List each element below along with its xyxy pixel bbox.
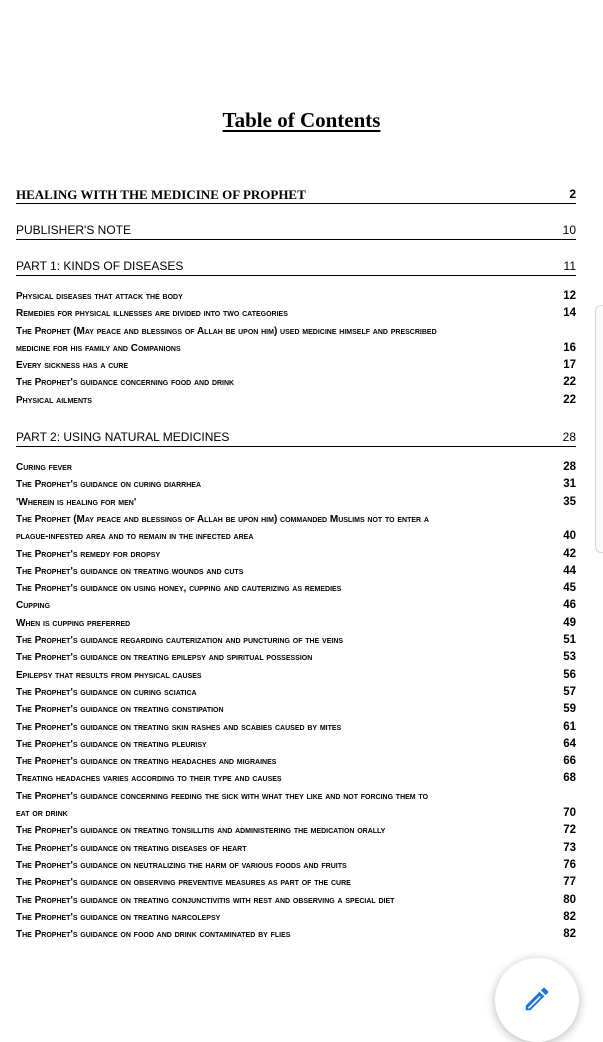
toc-entry[interactable] bbox=[16, 892, 576, 909]
toc-entry[interactable] bbox=[16, 323, 576, 340]
toc-entry-label: The Prophet's remedy for dropsy bbox=[16, 548, 161, 560]
toc-entry-page: 40 bbox=[563, 530, 576, 543]
toc-entry[interactable] bbox=[16, 684, 576, 701]
toc-entry-page: 42 bbox=[563, 547, 576, 560]
toc-section-heading[interactable] bbox=[16, 186, 576, 204]
toc-entry[interactable] bbox=[16, 494, 576, 511]
toc-section-heading[interactable] bbox=[16, 429, 576, 447]
toc-entry-page: 49 bbox=[563, 616, 576, 629]
toc-entry[interactable] bbox=[16, 580, 576, 597]
toc-entry[interactable] bbox=[16, 459, 576, 476]
toc-entry[interactable] bbox=[16, 788, 576, 805]
toc-entry[interactable] bbox=[16, 357, 576, 374]
toc-entry-page: 12 bbox=[563, 290, 576, 302]
toc-entry-label: Epilepsy that results from physical causes bbox=[16, 669, 202, 681]
toc-entry[interactable] bbox=[16, 528, 576, 545]
toc-entry-page: 56 bbox=[563, 668, 576, 681]
toc-entry-label: The Prophet's guidance on treating diseases of heart bbox=[16, 842, 247, 854]
toc-entry[interactable] bbox=[16, 305, 576, 322]
toc-entry[interactable] bbox=[16, 340, 576, 357]
toc-entry-label: The Prophet's guidance on using honey, cupping and cauterizing as remedies bbox=[16, 583, 342, 595]
toc-entry[interactable] bbox=[16, 392, 576, 409]
toc-entry-label: Curing fever bbox=[16, 462, 72, 474]
toc-entry-page: 64 bbox=[563, 737, 576, 750]
toc-entry-page: 70 bbox=[563, 807, 576, 820]
toc-entry[interactable] bbox=[16, 374, 576, 391]
toc-entry[interactable] bbox=[16, 667, 576, 684]
toc-entry[interactable] bbox=[16, 476, 576, 493]
toc-entry-label: The Prophet's guidance on curing sciatica bbox=[16, 686, 197, 698]
part2-entries bbox=[16, 459, 576, 943]
toc-entry-label: The Prophet's guidance on treating constipation bbox=[16, 704, 224, 716]
toc-entry-page: 59 bbox=[563, 703, 576, 716]
toc-entry-label: Physical diseases that attack the body bbox=[16, 291, 183, 302]
toc-entry-label: The Prophet's guidance on neutralizing the harm of various foods and fruits bbox=[16, 859, 347, 871]
scrollbar[interactable] bbox=[595, 305, 603, 553]
toc-entry-page: 46 bbox=[563, 599, 576, 612]
toc-entry-page: 68 bbox=[563, 772, 576, 785]
toc-entry-label: Cupping bbox=[16, 600, 51, 612]
toc-entry-label: Physical ailments bbox=[16, 394, 92, 406]
toc-entry-page: 66 bbox=[563, 755, 576, 768]
toc-section-heading[interactable] bbox=[16, 258, 576, 276]
toc-section-label: HEALING WITH THE MEDICINE OF PROPHET bbox=[16, 187, 306, 202]
toc-entry-page: 17 bbox=[563, 359, 576, 372]
toc-entry-label: The Prophet's guidance regarding cauterization and puncturing of the veins bbox=[16, 635, 344, 647]
toc-entry-label: The Prophet's guidance on treating conjunctivitis with rest and observing a special diet bbox=[16, 894, 395, 906]
toc-entry-page: 73 bbox=[563, 841, 576, 854]
toc-entry[interactable] bbox=[16, 926, 576, 943]
toc-entry[interactable] bbox=[16, 511, 576, 528]
toc-entry[interactable] bbox=[16, 563, 576, 580]
toc-entry-label: The Prophet (May peace and blessings of Allah be upon him) commanded Muslims not to enter a bbox=[16, 513, 429, 525]
toc-entry-page: 82 bbox=[563, 928, 576, 941]
pencil-icon bbox=[522, 984, 552, 1014]
toc-entry[interactable] bbox=[16, 840, 576, 857]
toc-entry[interactable] bbox=[16, 822, 576, 839]
toc-entry-page: 72 bbox=[563, 824, 576, 837]
toc-section-label: PART 1: KINDS OF DISEASES bbox=[16, 259, 184, 273]
toc-entry-page: 57 bbox=[563, 685, 576, 698]
toc-entry-page: 44 bbox=[563, 564, 576, 577]
toc-entry[interactable] bbox=[16, 874, 576, 891]
toc-section-label: PART 2: USING NATURAL MEDICINES bbox=[16, 430, 230, 445]
toc-entry[interactable] bbox=[16, 615, 576, 632]
toc-entry[interactable] bbox=[16, 736, 576, 753]
toc-entry-label: The Prophet's guidance on treating wounds and cuts bbox=[16, 565, 244, 577]
toc-section-page: 10 bbox=[562, 223, 576, 237]
toc-entry-label: The Prophet's guidance on treating headaches and migraines bbox=[16, 756, 277, 768]
toc-entry-page: 76 bbox=[563, 858, 576, 871]
toc-entry-page: 22 bbox=[563, 393, 576, 406]
toc-entry-page: 16 bbox=[563, 341, 576, 354]
toc-entry-label: The Prophet (May peace and blessings of Allah be upon him) used medicine himself and prescribed bbox=[16, 325, 437, 337]
toc-entry[interactable] bbox=[16, 770, 576, 787]
toc-entry[interactable] bbox=[16, 288, 576, 305]
toc-entry-label: Remedies for physical illnesses are divided into two categories bbox=[16, 308, 288, 320]
toc-entry-page: 28 bbox=[563, 461, 576, 474]
toc-entry-page: 31 bbox=[563, 478, 576, 491]
toc-entry-page: 45 bbox=[563, 582, 576, 595]
toc-entry-label: The Prophet's guidance on treating tonsillitis and administering the medication orally bbox=[16, 825, 386, 837]
toc-entry-label: medicine for his family and Companions bbox=[16, 342, 181, 354]
toc-entry-label: The Prophet's guidance on treating epilepsy and spiritual possession bbox=[16, 652, 313, 664]
toc-section-label: PUBLISHER'S NOTE bbox=[16, 223, 131, 237]
toc-entry[interactable] bbox=[16, 632, 576, 649]
toc-section-heading[interactable] bbox=[16, 222, 576, 240]
toc-entry-label: The Prophet's guidance on observing preventive measures as part of the cure bbox=[16, 877, 351, 889]
toc-entry[interactable] bbox=[16, 719, 576, 736]
edit-button[interactable] bbox=[495, 958, 579, 1042]
toc-entry-label: The Prophet's guidance on curing diarrhea bbox=[16, 479, 201, 491]
toc-entry-label: The Prophet's guidance on treating narcolepsy bbox=[16, 911, 221, 923]
toc-section-page: 2 bbox=[569, 187, 576, 201]
toc-entry[interactable] bbox=[16, 649, 576, 666]
toc-entry-label: The Prophet's guidance on treating pleurisy bbox=[16, 738, 207, 750]
toc-entry-label: Treating headaches varies according to their type and causes bbox=[16, 773, 282, 785]
toc-entry[interactable] bbox=[16, 597, 576, 614]
toc-entry-label: 'Wherein is healing for men' bbox=[16, 496, 137, 508]
part1-entries bbox=[16, 288, 576, 409]
toc-entry-page: 14 bbox=[563, 307, 576, 320]
toc-entry-label: plague-infested area and to remain in the infected area bbox=[16, 531, 254, 543]
toc-entry-page: 53 bbox=[563, 651, 576, 664]
toc-entry[interactable] bbox=[16, 753, 576, 770]
toc-entry[interactable] bbox=[16, 546, 576, 563]
toc-entry-label: The Prophet's guidance concerning feeding the sick with what they like and not forcing them to bbox=[16, 790, 429, 802]
page-title: Table of Contents bbox=[222, 108, 381, 132]
toc-entry-page: 61 bbox=[563, 720, 576, 733]
toc-entry[interactable] bbox=[16, 805, 576, 822]
toc-entry-label: The Prophet's guidance on food and drink contaminated by flies bbox=[16, 929, 291, 941]
toc-section-page: 11 bbox=[563, 259, 576, 273]
toc-entry-label: The Prophet's guidance concerning food and drink bbox=[16, 377, 235, 389]
toc-entry-label: The Prophet's guidance on treating skin rashes and scabies caused by mites bbox=[16, 721, 342, 733]
toc-entry[interactable] bbox=[16, 701, 576, 718]
toc-entry-page: 51 bbox=[563, 634, 576, 647]
toc-entry-page: 22 bbox=[563, 376, 576, 389]
toc-entry-label: When is cupping preferred bbox=[16, 617, 131, 629]
toc-entry-page: 77 bbox=[563, 876, 576, 889]
toc-section-page: 28 bbox=[562, 430, 576, 445]
toc-entry[interactable] bbox=[16, 857, 576, 874]
toc-entry-page: 82 bbox=[563, 910, 576, 923]
toc-entry-page: 35 bbox=[563, 495, 576, 508]
toc-entry-page: 80 bbox=[563, 893, 576, 906]
table-of-contents bbox=[16, 186, 576, 943]
toc-entry-label: eat or drink bbox=[16, 808, 68, 820]
toc-entry-label: Every sickness has a cure bbox=[16, 360, 129, 372]
toc-entry[interactable] bbox=[16, 909, 576, 926]
